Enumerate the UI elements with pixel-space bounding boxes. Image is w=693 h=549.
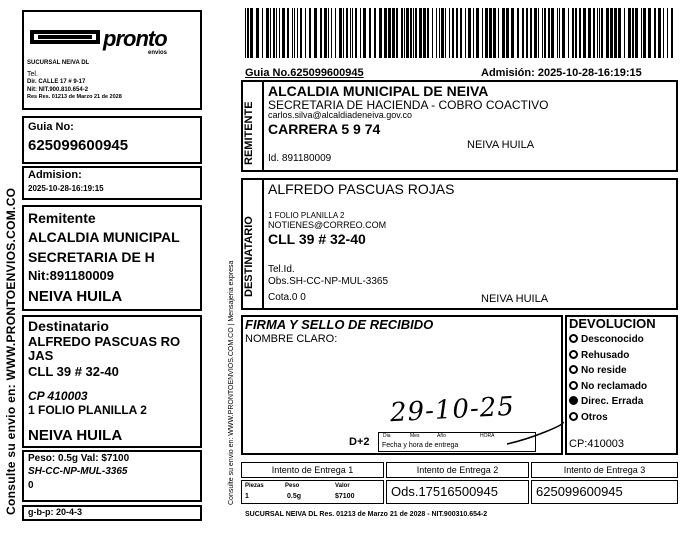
return-option-label: Direc. Errada — [581, 396, 644, 407]
stub-recipient-line-4: CP 410003 — [28, 389, 88, 403]
return-option-label: No reside — [581, 365, 627, 376]
return-option-desconocido[interactable] — [569, 334, 644, 345]
stub-obs-code: SH-CC-NP-MUL-3365 — [28, 466, 128, 477]
date-col-hour: HORA — [480, 433, 495, 439]
sender-tab-divider — [262, 80, 264, 172]
sender-address: CARRERA 5 9 74 — [268, 121, 381, 137]
date-col-month: Mes — [410, 433, 420, 439]
radio-icon[interactable] — [569, 412, 578, 421]
pieces-header-2: Peso — [285, 483, 300, 489]
delivery-date-label: Fecha y hora de entrega — [382, 442, 459, 449]
recipient-city: NEIVA HUILA — [481, 293, 549, 305]
sender-tab: REMITENTE — [243, 101, 255, 165]
return-option-no-reside[interactable] — [569, 365, 627, 376]
logo-mark-icon — [30, 28, 100, 46]
date-col-year: Año — [437, 433, 446, 439]
radio-icon[interactable] — [569, 334, 578, 343]
main-admission-header: Admisión: 2025-10-28-16:19:15 — [481, 67, 642, 79]
stub-sender-line-4: NEIVA HUILA — [28, 288, 123, 305]
pieces-header-3: Valor — [335, 483, 350, 489]
return-cp: CP:410003 — [569, 438, 625, 450]
radio-icon[interactable] — [569, 350, 578, 359]
return-option-label: No reclamado — [581, 380, 648, 392]
attempt-3: Intento de Entrega 3 — [531, 462, 678, 478]
stub-zero: 0 — [28, 480, 34, 491]
sender-id: Id. 891180009 — [268, 153, 332, 164]
pieces-value-3: $7100 — [335, 493, 355, 500]
main-footer: SUCURSAL NEIVA DL Res. 01213 de Marzo 21 de 2028 - NIT.900310.654-2 — [245, 511, 488, 518]
pieces-value-2: 0.5g — [287, 493, 302, 500]
pieces-value-1: 1 — [245, 493, 249, 500]
recipient-cota: Cota.0 0 — [268, 292, 306, 303]
branch-tel: Tel. — [27, 71, 38, 78]
branch-resolution: Res Res. 01213 de Marzo 21 de 2028 — [27, 94, 122, 100]
radio-icon[interactable] — [569, 396, 578, 405]
guide-number-box-text: 625099600945 — [536, 484, 623, 499]
stub-recipient-line-5: 1 FOLIO PLANILLA 2 — [28, 403, 147, 417]
return-option-otros[interactable] — [569, 412, 608, 423]
branch-address: Dir. CALLE 17 # 9-17 — [27, 79, 86, 85]
barcode — [245, 8, 677, 58]
stub-guide-number: 625099600945 — [28, 137, 129, 154]
date-col-day: Dia — [383, 433, 391, 439]
recipient-tab: DESTINATARIO — [243, 216, 255, 297]
stub-sender-line-2: SECRETARIA DE H — [28, 249, 155, 265]
radio-icon[interactable] — [569, 365, 578, 374]
stub-recipient-line-2: JAS — [28, 348, 54, 363]
recipient-note: 1 FOLIO PLANILLA 2 — [268, 211, 345, 220]
return-option-rehusado[interactable] — [569, 350, 629, 361]
main-side-text: Consulte su envio en: WWW.PRONTOENVIOS.COM.CO | Mensajeria expresa — [228, 260, 235, 505]
stub-admission-date: 2025-10-28-16:19:15 — [28, 184, 104, 193]
stub-sender-line-1: ALCALDIA MUNICIPAL — [28, 229, 180, 245]
return-option-label: Otros — [581, 411, 608, 423]
stub-sender-label: Remitente — [28, 210, 96, 226]
signature-name-label: NOMBRE CLARO: — [245, 333, 338, 345]
stub-weight-value: Peso: 0.5g Val: $7100 — [28, 453, 130, 464]
sender-city: NEIVA HUILA — [467, 139, 535, 151]
d-plus-two: D+2 — [349, 436, 370, 448]
logo-subtext: envios — [148, 50, 168, 56]
stub-recipient-line-1: ALFREDO PASCUAS RO — [28, 334, 181, 349]
pronto-logo — [30, 28, 100, 46]
return-option-label: Rehusado — [581, 349, 630, 361]
recipient-address: CLL 39 # 32-40 — [268, 231, 366, 247]
attempt-2: Intento de Entrega 2 — [386, 462, 529, 478]
recipient-email: NOTIENES@CORREO.COM — [268, 220, 387, 230]
stub-recipient-label: Destinatario — [28, 318, 109, 334]
signature-title: FIRMA Y SELLO DE RECIBIDO — [245, 317, 434, 332]
stub-guide-label: Guia No: — [28, 121, 74, 133]
attempt-1: Intento de Entrega 1 — [241, 462, 384, 478]
recipient-obs: Obs.SH-CC-NP-MUL-3365 — [268, 276, 389, 287]
handwritten-date: 29-10-25 — [389, 391, 516, 429]
radio-icon[interactable] — [569, 381, 578, 390]
logo-text: pronto — [103, 26, 167, 51]
sender-line-2: SECRETARIA DE HACIENDA - COBRO COACTIVO — [268, 98, 549, 112]
return-title: DEVOLUCION — [569, 316, 656, 331]
ods-code: Ods.17516500945 — [391, 484, 498, 499]
branch-name: SUCURSAL NEIVA DL — [27, 60, 90, 66]
stub-side-text: Consulte su envio en: WWW.PRONTOENVIOS.COM.CO — [4, 187, 18, 515]
return-option-direc-errada[interactable] — [569, 396, 643, 407]
stub-recipient-line-6: NEIVA HUILA — [28, 427, 123, 444]
return-option-no-reclamado[interactable] — [569, 381, 647, 392]
recipient-tel: Tel.Id. — [268, 264, 295, 275]
sender-line-1: ALCALDIA MUNICIPAL DE NEIVA — [268, 83, 489, 99]
return-option-label: Desconocido — [581, 334, 644, 345]
pieces-header-1: Piezas — [245, 483, 264, 489]
stub-sender-line-3: Nit:891180009 — [28, 268, 115, 283]
stub-recipient-line-3: CLL 39 # 32-40 — [28, 364, 119, 379]
recipient-name: ALFREDO PASCUAS ROJAS — [268, 181, 455, 197]
main-guide-header: Guia No.625099600945 — [245, 67, 364, 79]
barcode-icon — [245, 8, 677, 58]
branch-nit: Nit: NIT.900.810.654-2 — [27, 87, 89, 93]
stub-footer-code: g-b-p: 20-4-3 — [28, 507, 82, 517]
sender-line-3: carlos.silva@alcaldiadeneiva.gov.co — [268, 110, 413, 120]
stub-admission-label: Admision: — [28, 169, 82, 181]
recipient-tab-divider — [262, 178, 264, 310]
